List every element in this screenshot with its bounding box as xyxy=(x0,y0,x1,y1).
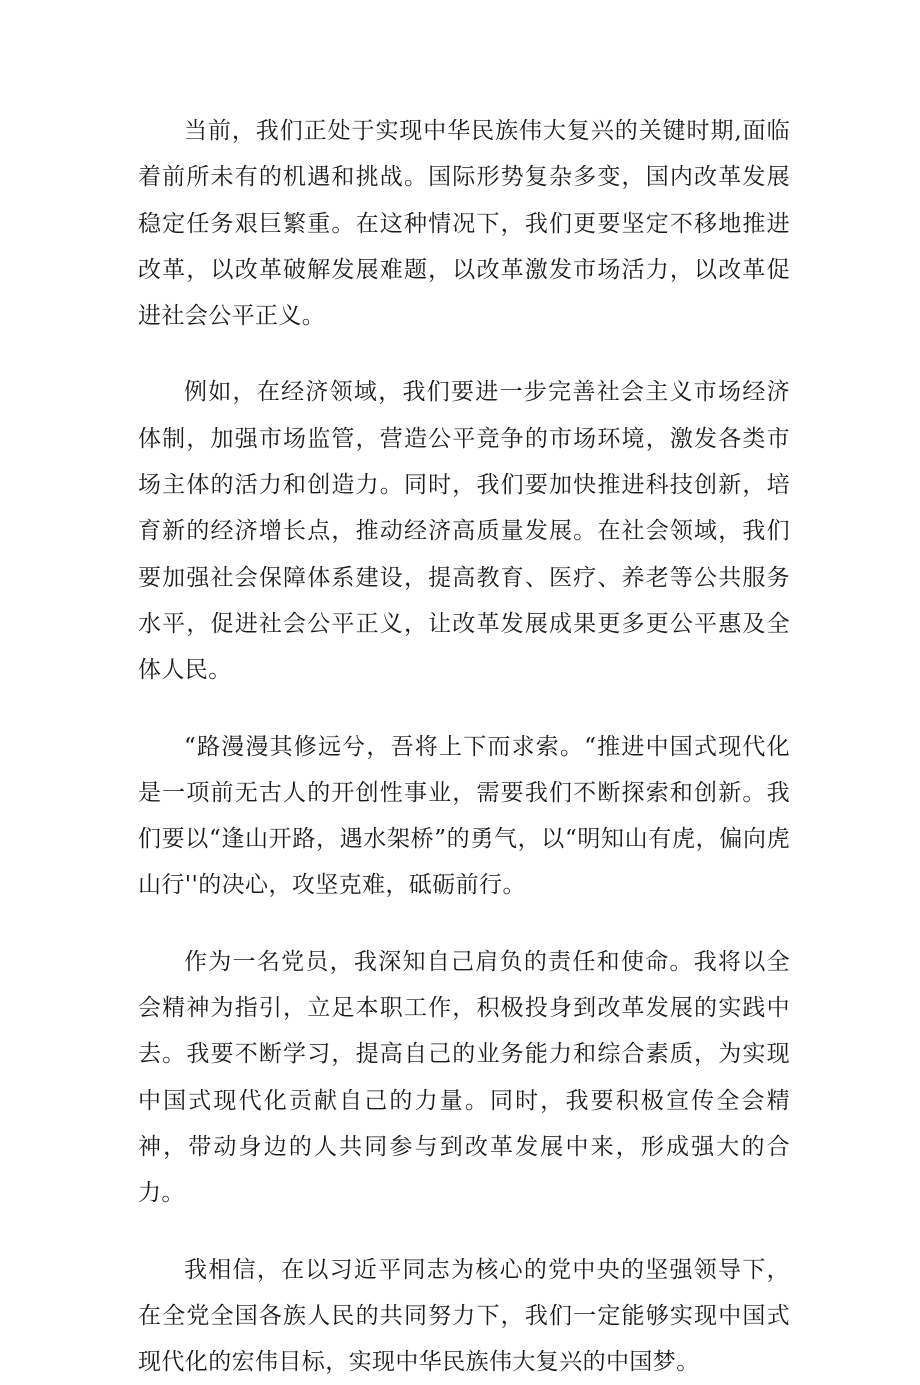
paragraph-economic-social-examples: 例如，在经济领域，我们要进一步完善社会主义市场经济体制，加强市场监管，营造公平竞争的市场环境，激发各类市场主体的活力和创造力。同时，我们要加快推进科技创新，培育新的经济增长点，推动经济高质量发展。在社会领域，我们要加强社会保障体系建设，提高教育、医疗、养老等公共服务水平，促进社会公平正义，让改革发展成果更多更公平惠及全体人民。 xyxy=(138,379,790,684)
paragraph-exploration-quote: “路漫漫其修远兮，吾将上下而求索。“推进中国式现代化是一项前无古人的开创性事业，需要我们不断探索和创新。我们要以“逢山开路，遇水架桥”的勇气，以“明知山有虎，偏向虎山行''的决心，攻坚克难，砥砺前行。 xyxy=(138,733,790,899)
paragraph-party-member-duty: 作为一名党员，我深知自己肩负的责任和使命。我将以全会精神为指引，立足本职工作，积极投身到改革发展的实践中去。我要不断学习，提高自己的业务能力和综合素质，为实现中国式现代化贡献自己的力量。同时，我要积极宣传全会精神，带动身边的人共同参与到改革发展中来，形成强大的合力。 xyxy=(138,948,790,1207)
document-body xyxy=(138,108,790,1385)
paragraph-conclusion: 我相信，在以习近平同志为核心的党中央的坚强领导下，在全党全国各族人民的共同努力下，我们一定能够实现中国式现代化的宏伟目标，实现中华民族伟大复兴的中国梦。 xyxy=(138,1256,790,1376)
paragraph-reform-period: 当前，我们正处于实现中华民族伟大复兴的关键时期,面临着前所未有的机遇和挑战。国际形势复杂多变，国内改革发展稳定任务艰巨繁重。在这种情况下，我们更要坚定不移地推进改革，以改革破解发展难题，以改革激发市场活力，以改革促进社会公平正义。 xyxy=(138,118,790,330)
